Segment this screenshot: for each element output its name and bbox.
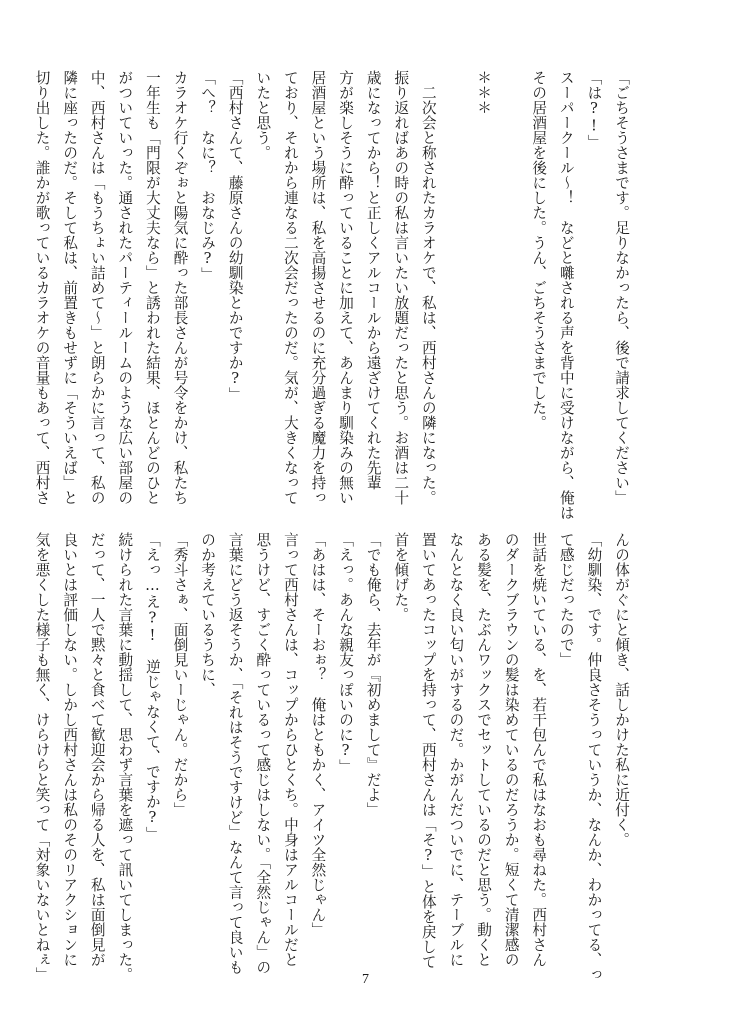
text-line: 歳になってから！と正しくアルコールから遠ざけてくれた先輩 (364, 70, 382, 490)
text-line: 言って西村さんは、コップからひとくち。中身はアルコールだと (281, 532, 299, 967)
text-line: 「でも俺ら、去年が『初めまして』だよ」 (364, 532, 382, 817)
text-line: 言葉にどう返そうか、「それはそうですけど」なんて言って良いも (226, 532, 244, 975)
text-line: 中、西村さんは「もうちょい詰めて〜」と朗らかに言って、私の (88, 70, 106, 505)
text-line: その居酒屋を後にした。うん、ごちそうさまでした。 (530, 70, 548, 430)
text-line: 「えっ。あんな親友っぽいのに?」 (337, 532, 355, 775)
text-line: 隣に座ったのだ。そして私は、前置きもせずに「そういえば」と (61, 70, 79, 505)
text-line: ＊＊＊ (475, 70, 493, 115)
text-line: 「あはは、そーおぉ？ 俺はともかく、アイツ全然じゃん」 (309, 532, 327, 937)
text-line: て感じだったので」 (557, 532, 575, 667)
text-line: のか考えているうちに、 (199, 532, 217, 697)
text-line: 思うけど、すごく酔っているって感じはしない。「全然じゃん」の (254, 532, 272, 975)
text-line: 世話を焼いている、を、若干包んで私はなおも尋ねた。西村さん (530, 532, 548, 967)
text-line (497, 70, 525, 510)
text-line: 続けられた言葉に動揺して、思わず言葉を遮って訊いてしまった。 (116, 532, 134, 982)
text-line: 「西村さんて、藤原さんの幼馴染とかですか?」 (226, 70, 244, 403)
text-line: 「秀斗さぁ、面倒見いーじゃん。だから」 (171, 532, 189, 817)
text-line: 一年生も「門限が大丈夫なら」と誘われた結果、ほとんどのひと (143, 70, 161, 505)
text-line: 置いてあったコップを持って、西村さんは「そ?」と体を戻して (419, 532, 437, 970)
text-line: スーパークール〜！ などと囃される声を背中に受けながら、俺は (557, 70, 575, 520)
text-block-top (28, 70, 635, 520)
text-line: 「へ？ なに？ おなじみ?」 (199, 70, 217, 283)
text-line: がついていった。通されたパーティールームのような広い部屋の (116, 70, 134, 505)
text-line: ある髪を、たぶんワックスでセットしているのだと思う。動くと (475, 532, 493, 967)
text-line: 振り返ればあの時の私は言いたい放題だったと思う。お酒は二十 (392, 70, 410, 505)
text-line: 方が楽しそうに酔っていることに加えて、あんまり馴染みの無い (337, 70, 355, 505)
text-line: 居酒屋という場所は、私を高揚させるのに充分過ぎる魔力を持っ (309, 70, 327, 505)
text-line: 良いとは評価しない。しかし西村さんは私のそのリアクションに (61, 532, 79, 967)
text-line: 「は?!」 (585, 70, 603, 150)
text-line: なんとなく良い匂いがするのだ。かがんだついでに、テーブルに (447, 532, 465, 967)
text-line: 切り出した。誰かが歌っているカラオケの音量もあって、西村さ (33, 70, 51, 505)
text-line: 「えっ…え?! 逆じゃなくて、ですか?」 (143, 532, 161, 842)
text-line: 二次会と称されたカラオケで、私は、西村さんの隣になった。 (419, 85, 437, 505)
text-line: カラオケ行くぞぉと陽気に酔った部長さんが号令をかけ、私たち (171, 70, 189, 505)
text-line: 「幼馴染、です。仲良さそうっていうか、なんか、わかってる、っ (585, 532, 603, 982)
text-line: んの体がぐにと傾き、話しかけた私に近付く。 (613, 532, 630, 847)
text-line: ており、それから連なる二次会だったのだ。気が、大きくなって (281, 70, 299, 505)
text-block-bottom (28, 532, 635, 982)
page-number: 7 (362, 972, 369, 987)
text-line: 首を傾げた。 (392, 532, 410, 622)
text-line: だって、一人で黙々と食べて歓迎会から帰る人を、私は面倒見が (88, 532, 106, 967)
text-line: のダークブラウンの髪は染めているのだろうか。短くて清潔感の (502, 532, 520, 967)
text-line: 「ごちそうさまです。足りなかったら、後で請求してください」 (613, 70, 630, 505)
text-line: 気を悪くした様子も無く、けらけらと笑って「対象いないとねぇ」 (33, 532, 51, 982)
text-line: いたと思う。 (254, 70, 272, 160)
text-line (442, 70, 470, 510)
